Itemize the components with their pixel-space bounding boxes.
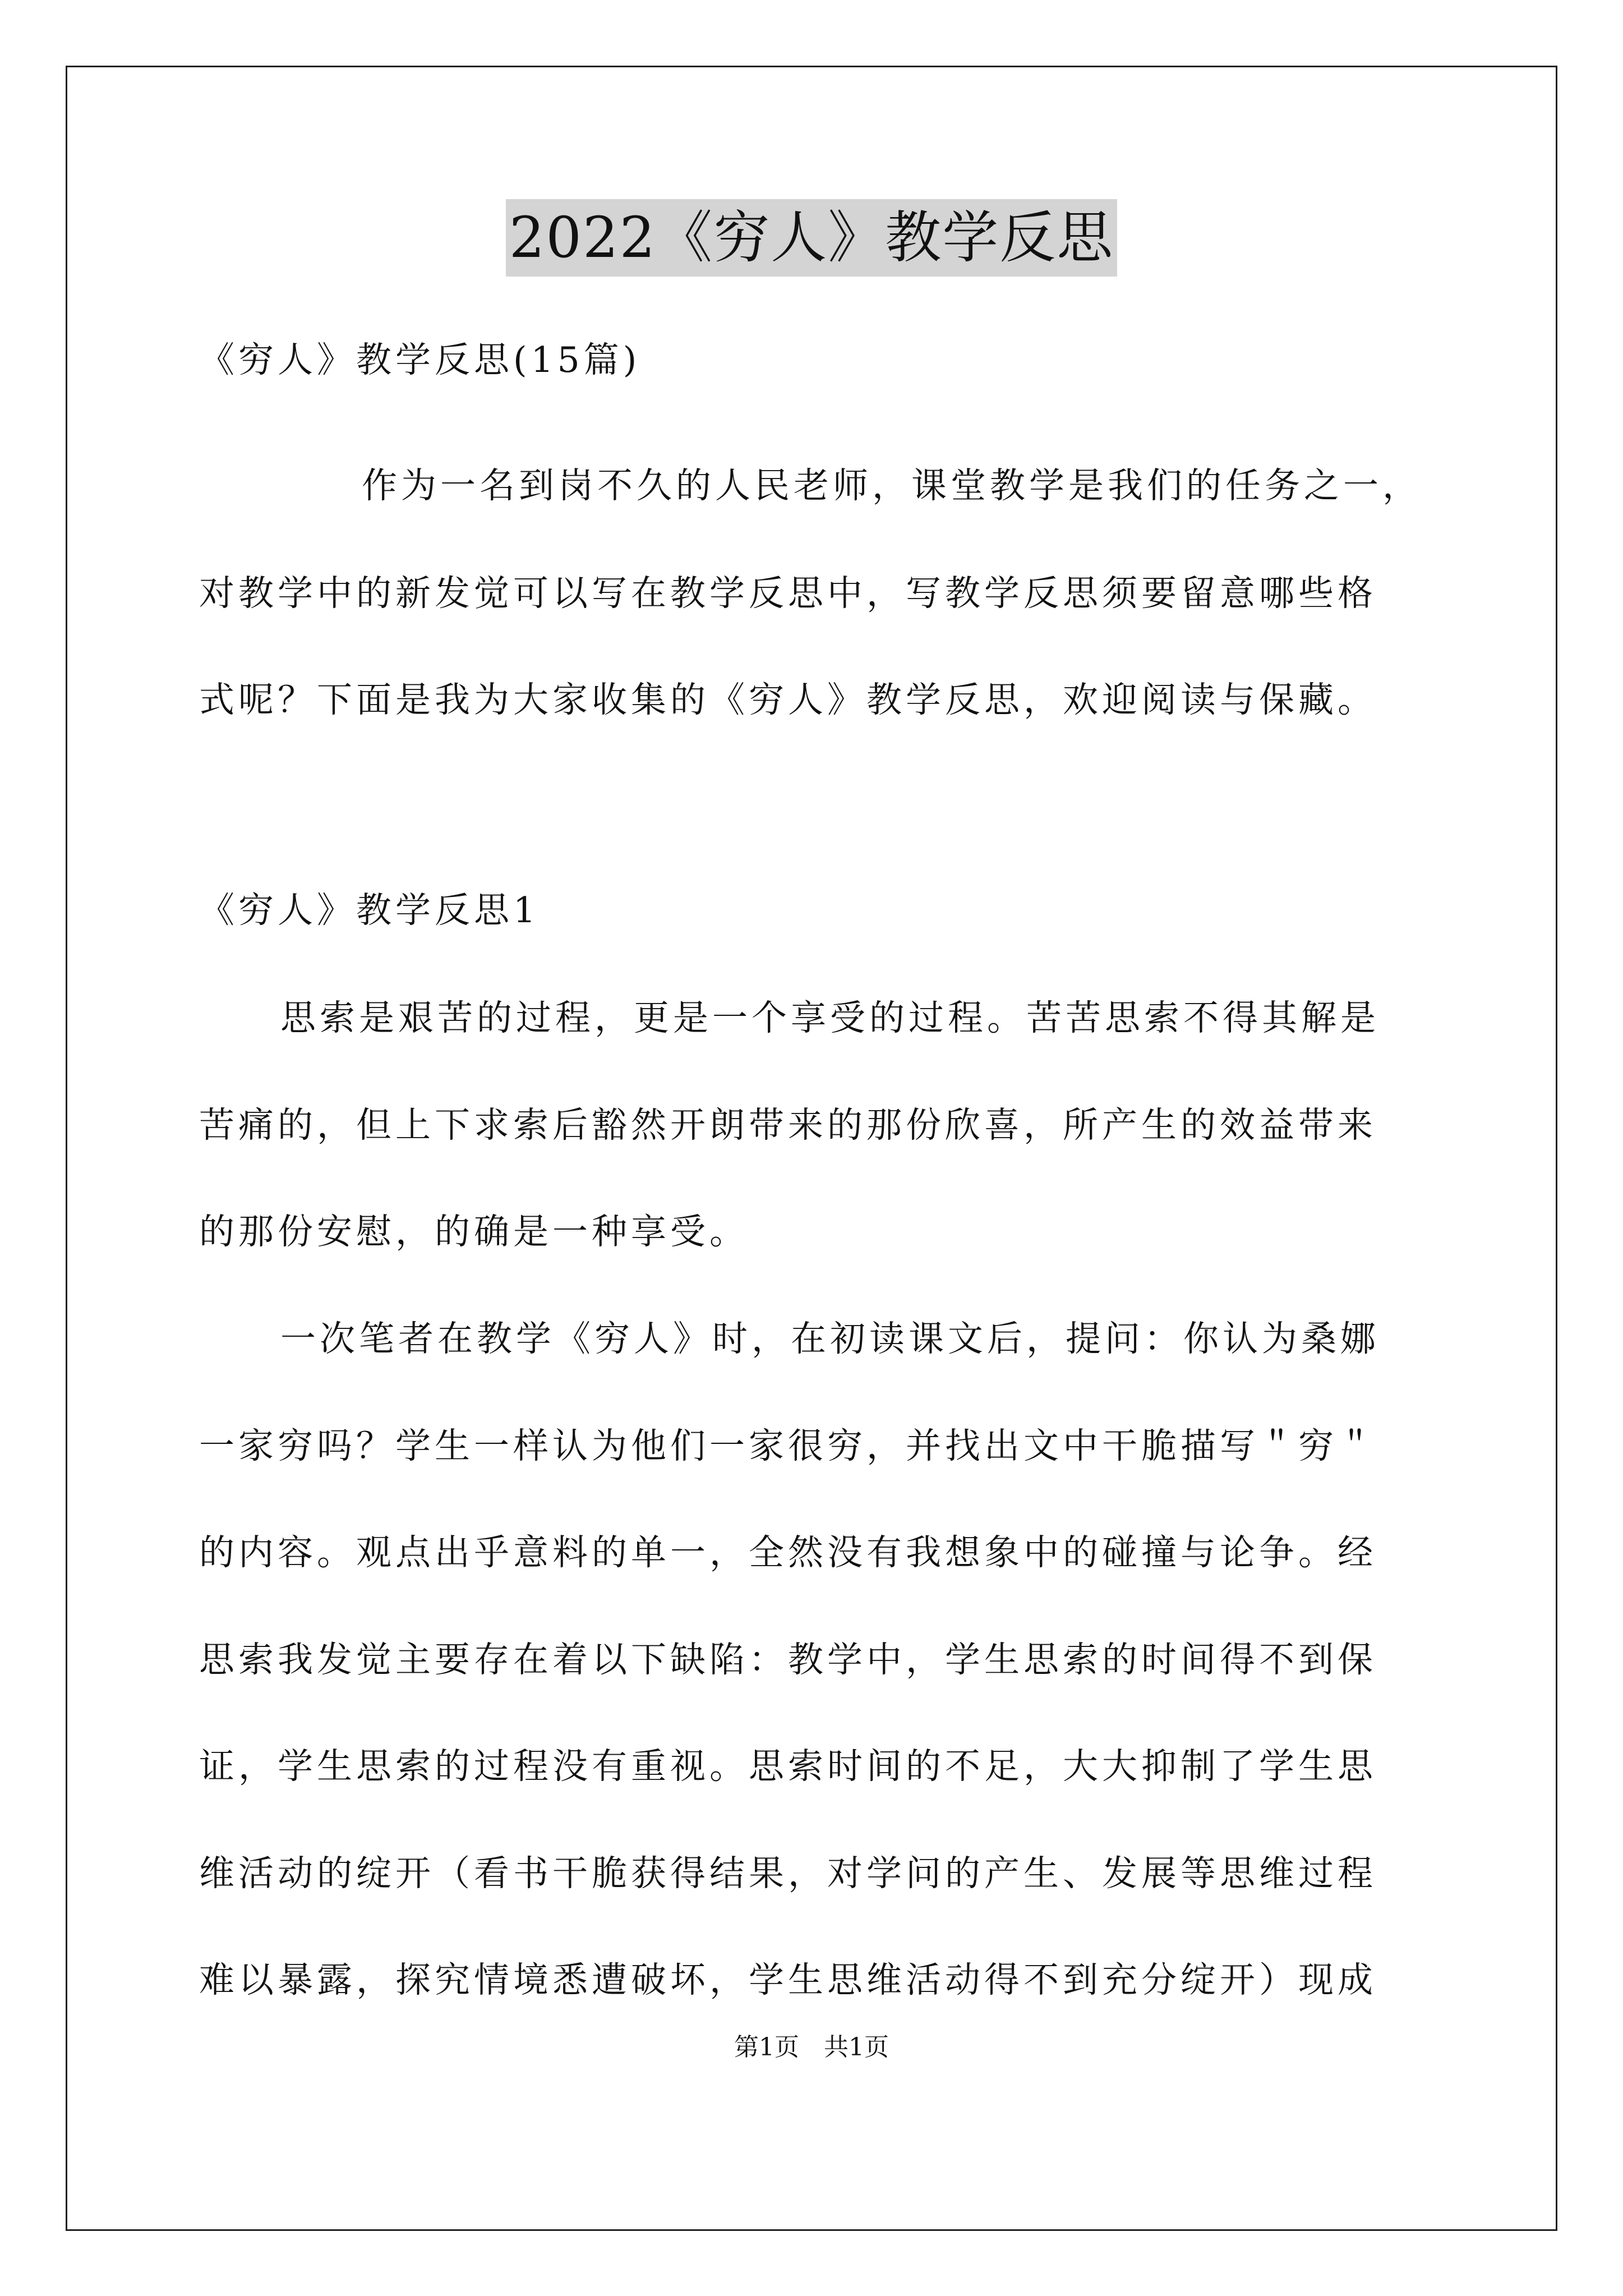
document-title: 2022《穷人》教学反思 [506, 199, 1118, 277]
paragraph-line: 的内容。观点出乎意料的单一，全然没有我想象中的碰撞与论争。经 [199, 1532, 1377, 1573]
paragraph-line: 思索是艰苦的过程，更是一个享受的过程。苦苦思索不得其解是 [280, 997, 1380, 1038]
paragraph-line: 的那份安慰，的确是一种享受。 [199, 1211, 749, 1252]
paragraph-line: 一次笔者在教学《穷人》时，在初读课文后，提问：你认为桑娜 [280, 1318, 1380, 1359]
intro-line: 对教学中的新发觉可以写在教学反思中，写教学反思须要留意哪些格 [199, 573, 1377, 614]
page-footer: 第1页 共1页 [734, 2033, 889, 2062]
title-container [0, 199, 1623, 277]
document-subtitle: 《穷人》教学反思(15篇) [199, 339, 641, 380]
paragraph-line: 苦痛的，但上下求索后豁然开朗带来的那份欣喜，所产生的效益带来 [199, 1105, 1377, 1145]
section-heading: 《穷人》教学反思1 [199, 890, 540, 931]
paragraph-line: 维活动的绽开（看书干脆获得结果，对学问的产生、发展等思维过程 [199, 1853, 1377, 1894]
paragraph-line: 思索我发觉主要存在着以下缺陷：教学中，学生思索的时间得不到保 [199, 1639, 1377, 1680]
intro-line: 式呢？下面是我为大家收集的《穷人》教学反思，欢迎阅读与保藏。 [199, 679, 1377, 720]
paragraph-line: 一家穷吗？学生一样认为他们一家很穷，并找出文中干脆描写＂穷＂ [199, 1425, 1377, 1466]
paragraph-line: 难以暴露，探究情境悉遭破坏，学生思维活动得不到充分绽开）现成 [199, 1959, 1377, 2000]
page-border [66, 66, 1557, 2231]
intro-line: 作为一名到岗不久的人民老师，课堂教学是我们的任务之一， [362, 465, 1422, 506]
paragraph-line: 证，学生思索的过程没有重视。思索时间的不足，大大抑制了学生思 [199, 1746, 1377, 1787]
